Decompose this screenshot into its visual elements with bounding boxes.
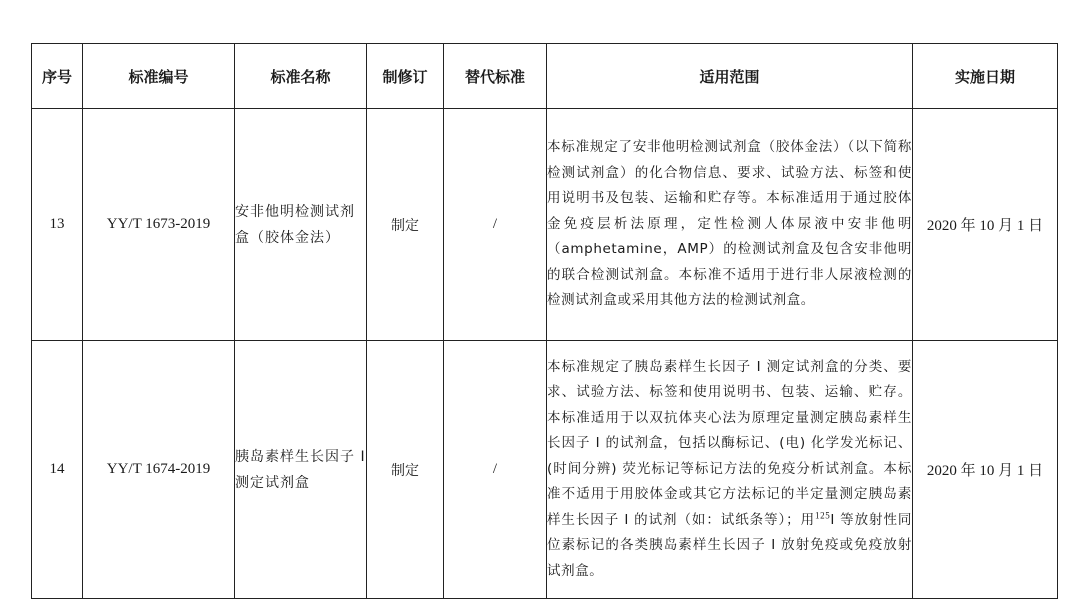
table-row [32, 341, 1058, 599]
row-revise: 制定 [367, 341, 444, 599]
row-date: 2020 年 10 月 1 日 [913, 109, 1058, 341]
row-scope-text [547, 355, 912, 585]
row-date: 2020 年 10 月 1 日 [913, 341, 1058, 599]
header-std-name: 标准名称 [235, 44, 367, 109]
row-seq: 13 [32, 109, 83, 341]
row-std-name: 安非他明检测试剂盒（胶体金法） [235, 109, 367, 341]
row-scope-text: 本标准规定了安非他明检测试剂盒（胶体金法）（以下简称检测试剂盒）的化合物信息、要求、试验方法、标签和使用说明书及包装、运输和贮存等。本标准适用于通过胶体金免疫层析法原理，定性检测人体尿液中安非他明（amphetamine，AMP）的检测试剂盒及包含安非他明的联合检测试剂盒。本标准不适用于进行非人尿液检测的检测试剂盒或采用其他方法的检测试剂盒。 [547, 139, 912, 309]
row-seq: 14 [32, 341, 83, 599]
header-row [32, 44, 1058, 109]
row-scope [547, 109, 913, 341]
header-replace: 替代标准 [444, 44, 547, 109]
header-scope: 适用范围 [547, 44, 913, 109]
row-scope-superscript: 125 [815, 510, 831, 521]
header-revise: 制修订 [367, 44, 444, 109]
row-std-no: YY/T 1674-2019 [83, 341, 235, 599]
row-std-no: YY/T 1673-2019 [83, 109, 235, 341]
header-seq: 序号 [32, 44, 83, 109]
row-scope-text-post: I 等放射性同位素标记的各类胰岛素样生长因子 I 放射免疫或免疫放射试剂盒。 [547, 511, 912, 579]
table-row [32, 109, 1058, 341]
row-scope [547, 341, 913, 599]
header-std-no: 标准编号 [83, 44, 235, 109]
row-replace: / [444, 341, 547, 599]
standards-table [31, 43, 1058, 599]
header-date: 实施日期 [913, 44, 1058, 109]
row-scope-text-pre: 本标准规定了胰岛素样生长因子 I 测定试剂盒的分类、要求、试验方法、标签和使用说明书、包装、运输、贮存。本标准适用于以双抗体夹心法为原理定量测定胰岛素样生长因子 I 的试剂盒，包括以酶标记、(电) 化学发光标记、(时间分辨) 荧光标记等标记方法的免疫分析试剂盒。本标准不适用于用胶体金或其它方法标记的半定量测定胰岛素样生长因子 I 的试剂（如：试纸条等）；用 [547, 358, 912, 528]
row-std-name: 胰岛素样生长因子 I 测定试剂盒 [235, 341, 367, 599]
row-revise: 制定 [367, 109, 444, 341]
row-replace: / [444, 109, 547, 341]
